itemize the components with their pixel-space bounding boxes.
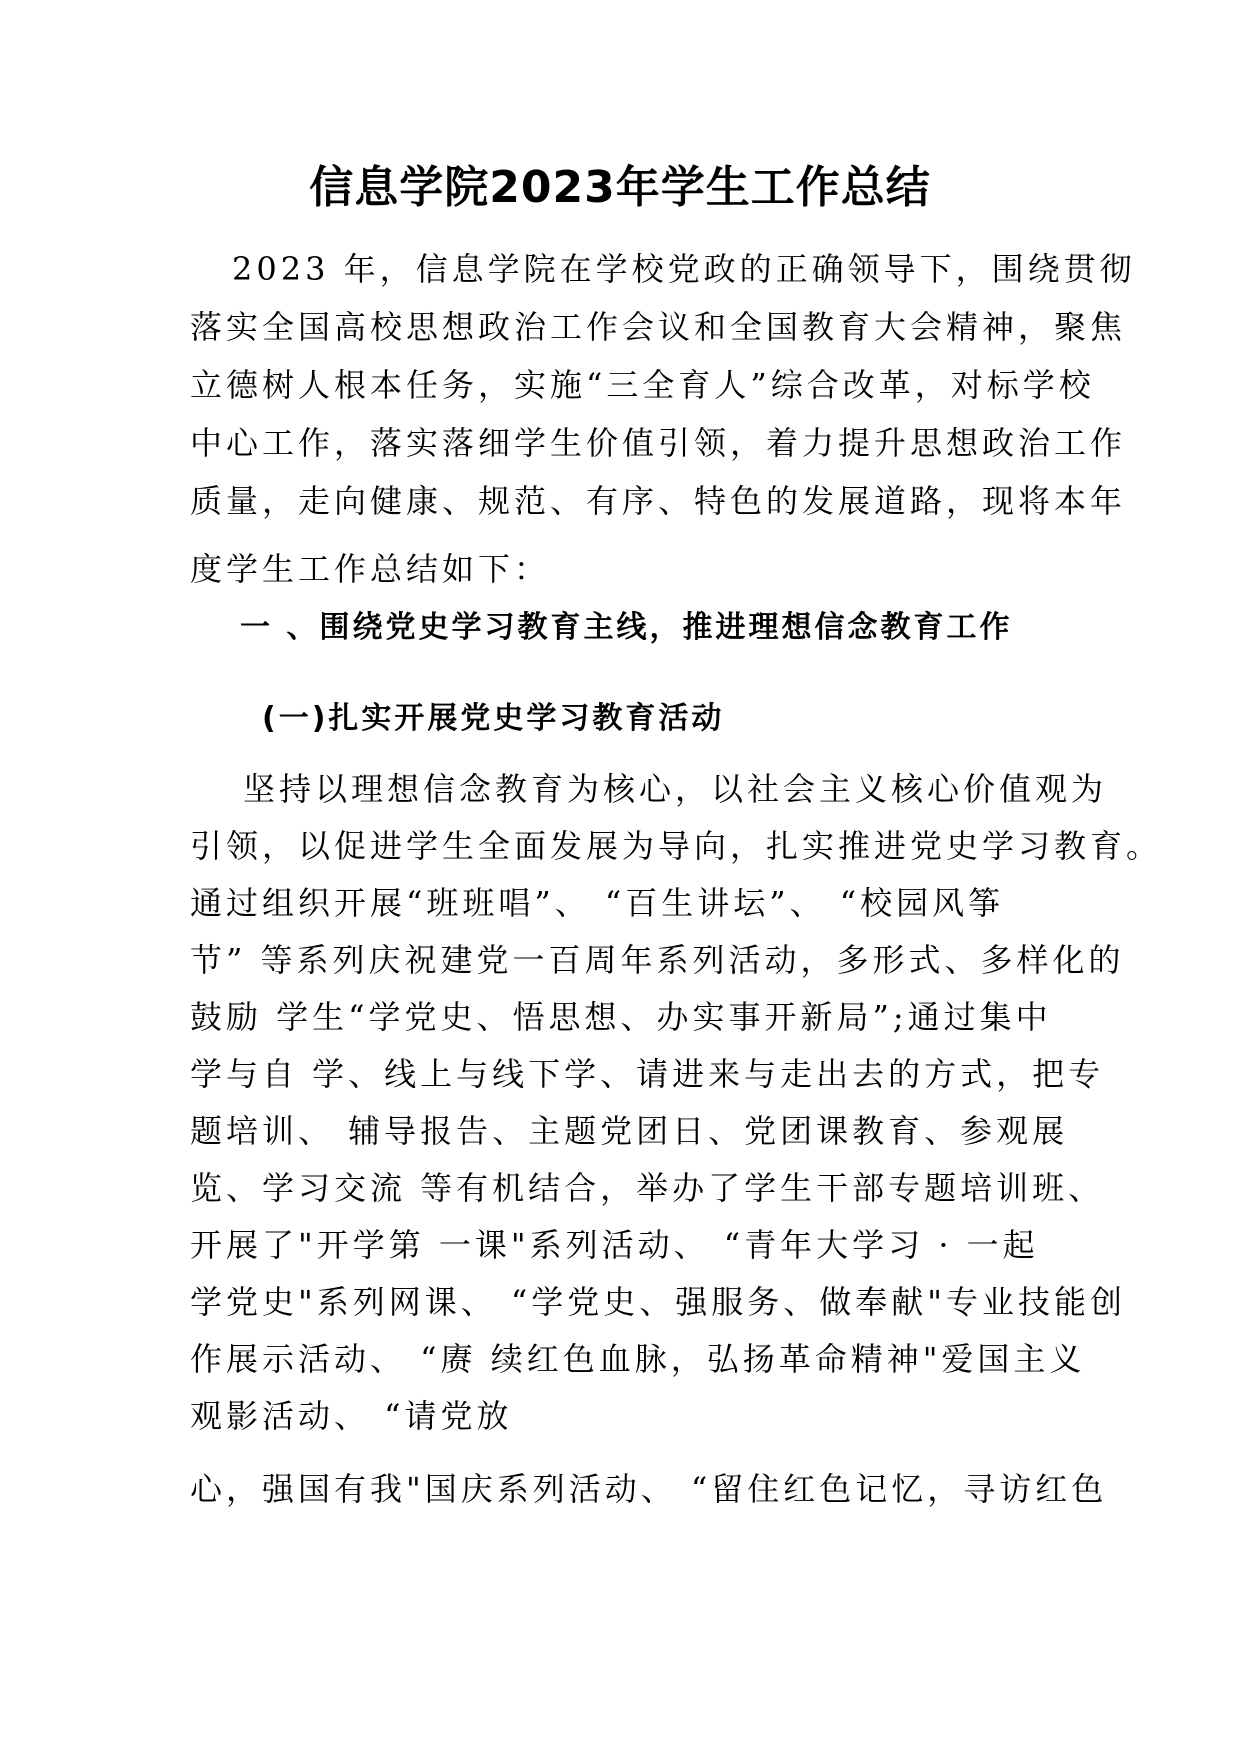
body-line: 节” 等系列庆祝建党一百周年系列活动，多形式、多样化的 [190,941,1125,979]
body-line: 坚持以理想信念教育为核心，以社会主义核心价值观为 [243,770,1108,808]
subsection-heading: (一)扎实开展党史学习教育活动 [262,701,725,736]
body-line: 览、学习交流 等有机结合，举办了学生干部专题培训班、 [190,1169,1105,1207]
intro-line: 2023 年，信息学院在学校党政的正确领导下，围绕贯彻 [232,250,1136,288]
intro-line: 落实全国高校思想政治工作会议和全国教育大会精神，聚焦 [190,308,1127,346]
body-line: 心，强国有我"国庆系列活动、 “留住红色记忆，寻访红色 [190,1470,1108,1508]
body-line: 观影活动、 “请党放 [190,1397,513,1435]
document-title: 信息学院2023年学生工作总结 [309,162,931,213]
body-line: 学党史"系列网课、 “学党史、强服务、做奉献"专业技能创 [190,1283,1126,1321]
body-line: 作展示活动、 “赓 续红色血脉，弘扬革命精神"爱国主义 [190,1340,1086,1378]
body-line: 通过组织开展“班班唱”、 “百生讲坛”、 “校园风筝 [190,884,1005,922]
body-line: 题培训、 辅导报告、主题党团日、党团课教育、参观展 [190,1112,1069,1150]
body-line: 学与自 学、线上与线下学、请进来与走出去的方式，把专 [190,1055,1105,1093]
intro-line: 中心工作，落实落细学生价值引领，着力提升思想政治工作 [190,424,1127,462]
body-line: 开展了"开学第 一课"系列活动、 “青年大学习 · 一起 [190,1226,1039,1264]
body-line: 引领，以促进学生全面发展为导向，扎实推进党史学习教育。 [190,827,1163,865]
intro-line: 质量，走向健康、规范、有序、特色的发展道路，现将本年 [190,482,1127,520]
intro-line: 度学生工作总结如下： [190,550,551,588]
intro-line: 立德树人根本任务，实施“三全育人”综合改革，对标学校 [190,366,1095,404]
section-heading: 一 、围绕党史学习教育主线，推进理想信念教育工作 [240,610,1013,645]
body-line: 鼓励 学生“学党史、悟思想、办实事开新局”;通过集中 [190,998,1052,1036]
